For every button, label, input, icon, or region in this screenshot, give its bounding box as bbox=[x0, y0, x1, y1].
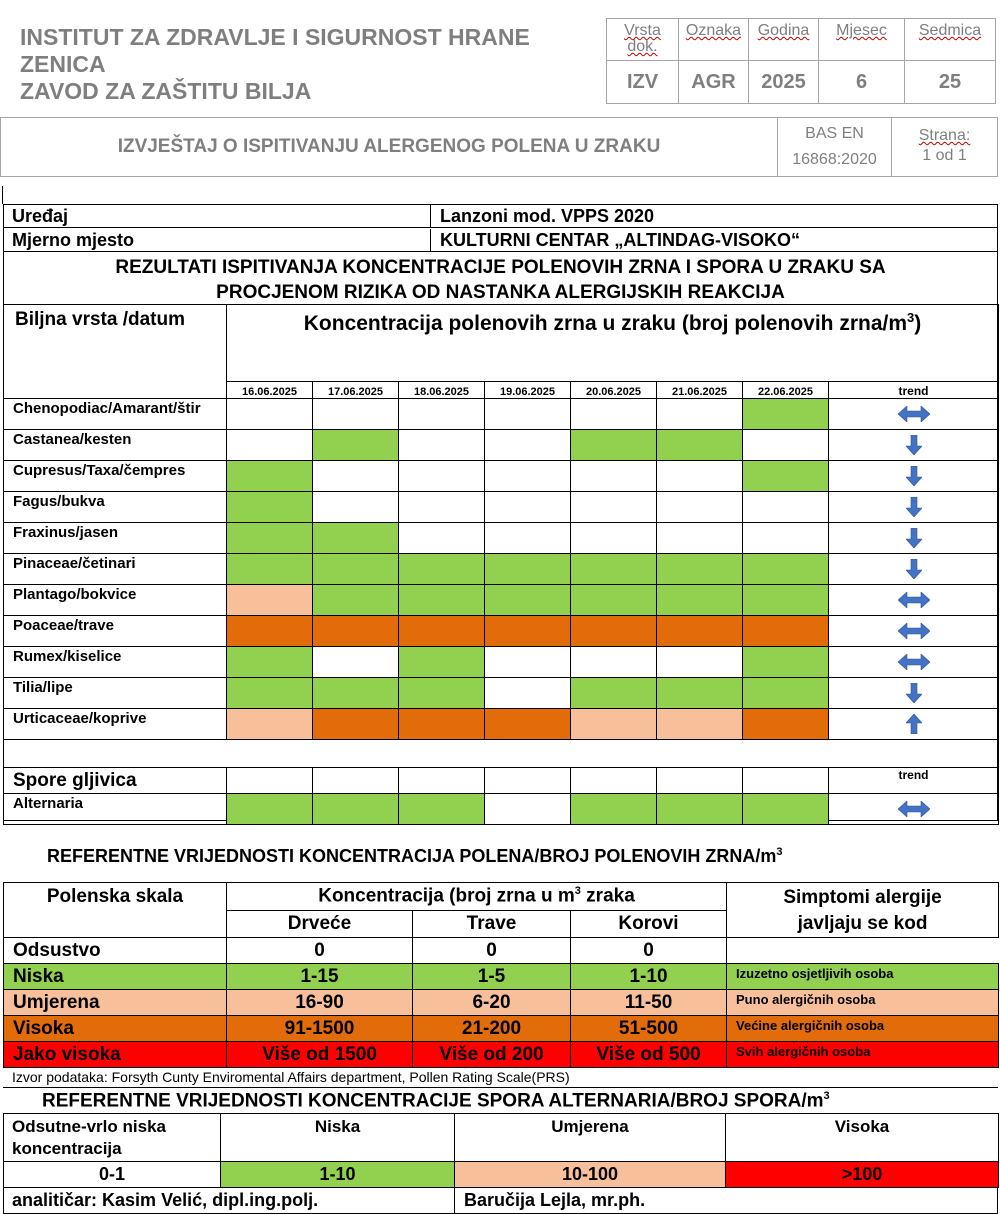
symptoms-header: Simptomi alergije javljaju se kod bbox=[727, 883, 999, 938]
species-name: Fraxinus/jasen bbox=[4, 523, 227, 554]
report-title: IZVJEŠTAJ O ISPITIVANJU ALERGENOG POLENA U ZRAKU bbox=[117, 136, 661, 157]
date-label: 18.06.2025 bbox=[399, 382, 485, 399]
concentration-cell bbox=[399, 430, 485, 461]
reference-title-text: REFERENTNE VRIJEDNOSTI KONCENTRACIJA POLENA/BROJ POLENOVIH ZRNA/m bbox=[47, 846, 777, 866]
concentration-header-end: ) bbox=[914, 312, 922, 335]
concentration-cell bbox=[485, 585, 571, 616]
concentration-cell bbox=[399, 709, 485, 740]
report-title-box bbox=[0, 117, 998, 177]
concentration-cell bbox=[485, 523, 571, 554]
reference-range: 1-5 bbox=[413, 964, 571, 990]
reference-range: 0 bbox=[571, 938, 727, 964]
doc-field-label: Vrsta dok. bbox=[607, 19, 679, 61]
reference-row bbox=[4, 990, 999, 1016]
reference-range: Više od 1500 bbox=[227, 1042, 413, 1068]
concentration-cell bbox=[571, 647, 657, 678]
concentration-header-sup: 3 bbox=[907, 310, 915, 325]
date-label: 20.06.2025 bbox=[571, 382, 657, 399]
trend-cell bbox=[829, 616, 999, 647]
concentration-cell bbox=[227, 616, 313, 647]
concentration-cell bbox=[571, 709, 657, 740]
spore-row bbox=[4, 794, 999, 825]
trend-header: trend bbox=[829, 382, 999, 399]
concentration-cell bbox=[399, 399, 485, 430]
concentration-cell bbox=[657, 523, 743, 554]
reference-range: 16-90 bbox=[227, 990, 413, 1016]
concentration-cell bbox=[743, 554, 829, 585]
spore-reference-title bbox=[42, 1090, 830, 1112]
doc-field-label: Mjesec bbox=[819, 19, 905, 61]
species-name: Fagus/bukva bbox=[4, 492, 227, 523]
conc-header-text: Koncentracija (broj zrna u m bbox=[318, 885, 575, 907]
pollen-grid bbox=[3, 304, 999, 825]
doc-field bbox=[749, 19, 819, 103]
concentration-cell bbox=[485, 709, 571, 740]
reference-range: 1-10 bbox=[571, 964, 727, 990]
standard-line-1: BAS EN bbox=[805, 125, 864, 142]
location-label: Mjerno mjesto bbox=[12, 230, 135, 250]
doc-field-label: Sedmica bbox=[905, 19, 995, 61]
concentration-cell bbox=[571, 554, 657, 585]
concentration-header bbox=[227, 305, 999, 382]
reference-range: Više od 500 bbox=[571, 1042, 727, 1068]
concentration-cell bbox=[485, 616, 571, 647]
results-title-line-1: REZULTATI ISPITIVANJA KONCENTRACIJE POLENOVIH ZRNA I SPORA U ZRAKU SA bbox=[115, 257, 886, 278]
trend-cell bbox=[829, 678, 999, 709]
species-name: Poaceae/trave bbox=[4, 616, 227, 647]
plant-row bbox=[4, 647, 999, 678]
device-value: Lanzoni mod. VPPS 2020 bbox=[440, 206, 655, 226]
concentration-cell bbox=[399, 554, 485, 585]
doc-code-box bbox=[606, 18, 996, 104]
concentration-cell bbox=[743, 492, 829, 523]
doc-field bbox=[905, 19, 995, 103]
reference-row bbox=[4, 1016, 999, 1042]
species-name: Alternaria bbox=[4, 794, 227, 825]
concentration-header-text: Koncentracija polenovih zrna u zraku (broj polenovih zrna/m bbox=[303, 312, 908, 335]
reference-row bbox=[4, 964, 999, 990]
species-name: Castanea/kesten bbox=[4, 430, 227, 461]
doc-field-label: Godina bbox=[749, 19, 819, 61]
concentration-cell bbox=[657, 492, 743, 523]
concentration-cell bbox=[571, 616, 657, 647]
empty-cell bbox=[313, 768, 399, 794]
doc-field-label: Oznaka bbox=[679, 19, 749, 61]
empty-cell bbox=[227, 768, 313, 794]
results-table bbox=[3, 204, 998, 821]
trend-cell bbox=[829, 647, 999, 678]
concentration-cell bbox=[399, 616, 485, 647]
stable-icon bbox=[898, 592, 930, 608]
concentration-cell bbox=[743, 709, 829, 740]
reference-column-header: Trave bbox=[413, 911, 571, 938]
spore-reference-table bbox=[3, 1113, 999, 1188]
concentration-cell bbox=[743, 616, 829, 647]
reference-column-header: Korovi bbox=[571, 911, 727, 938]
concentration-cell bbox=[657, 585, 743, 616]
plant-row bbox=[4, 585, 999, 616]
species-name: Chenopodiac/Amarant/štir bbox=[4, 399, 227, 430]
up-arrow-icon bbox=[906, 714, 922, 734]
concentration-cell bbox=[485, 678, 571, 709]
concentration-cell bbox=[399, 492, 485, 523]
divider bbox=[3, 1087, 998, 1088]
device-row bbox=[4, 205, 997, 228]
concentration-cell bbox=[743, 585, 829, 616]
reference-level: Umjerena bbox=[4, 990, 227, 1016]
spores-header-row bbox=[4, 768, 999, 794]
spore-reference-title-text: REFERENTNE VRIJEDNOSTI KONCENTRACIJE SPORA ALTERNARIA/BROJ SPORA/m bbox=[42, 1090, 824, 1112]
concentration-cell bbox=[657, 461, 743, 492]
plant-row bbox=[4, 399, 999, 430]
concentration-cell bbox=[571, 794, 657, 825]
concentration-cell bbox=[571, 585, 657, 616]
concentration-cell bbox=[227, 554, 313, 585]
spore-reference-header: Niska bbox=[221, 1114, 455, 1162]
concentration-cell bbox=[657, 399, 743, 430]
divider bbox=[430, 205, 431, 228]
device-label: Uređaj bbox=[12, 206, 69, 226]
doc-field-value: 25 bbox=[938, 70, 962, 93]
standard-box bbox=[777, 118, 892, 176]
trend-cell bbox=[829, 492, 999, 523]
concentration-cell bbox=[227, 492, 313, 523]
down-arrow-icon bbox=[906, 683, 922, 703]
concentration-cell bbox=[313, 399, 399, 430]
empty-cell bbox=[571, 768, 657, 794]
concentration-cell bbox=[657, 554, 743, 585]
concentration-cell bbox=[227, 678, 313, 709]
concentration-cell bbox=[313, 647, 399, 678]
institute-name bbox=[20, 24, 530, 105]
spore-reference-header: Odsutne-vrlo niska koncentracija bbox=[4, 1114, 221, 1162]
concentration-cell bbox=[313, 616, 399, 647]
reference-range: 1-15 bbox=[227, 964, 413, 990]
concentration-cell bbox=[399, 461, 485, 492]
divider bbox=[2, 186, 3, 204]
results-title-line-2: PROCJENOM RIZIKA OD NASTANKA ALERGIJSKIH REAKCIJA bbox=[216, 282, 785, 303]
trend-cell bbox=[829, 430, 999, 461]
concentration-cell bbox=[399, 523, 485, 554]
trend-cell bbox=[829, 794, 999, 825]
concentration-cell bbox=[571, 492, 657, 523]
concentration-cell bbox=[227, 523, 313, 554]
concentration-cell bbox=[743, 794, 829, 825]
species-name: Urticaceae/koprive bbox=[4, 709, 227, 740]
reference-symptoms: Većine alergičnih osoba bbox=[727, 1016, 999, 1042]
concentration-cell bbox=[313, 461, 399, 492]
blank-row bbox=[4, 740, 999, 768]
pollen-reference-table bbox=[3, 882, 999, 1068]
trend-cell bbox=[829, 554, 999, 585]
concentration-cell bbox=[743, 678, 829, 709]
page-label: Strana: bbox=[918, 127, 971, 144]
species-name: Cupresus/Taxa/čempres bbox=[4, 461, 227, 492]
doc-field-value: IZV bbox=[607, 61, 679, 103]
plant-row bbox=[4, 616, 999, 647]
concentration-cell bbox=[485, 492, 571, 523]
reference-level: Visoka bbox=[4, 1016, 227, 1042]
plant-row bbox=[4, 523, 999, 554]
concentration-cell bbox=[485, 554, 571, 585]
page-value: 1 od 1 bbox=[922, 147, 967, 164]
trend-cell bbox=[829, 399, 999, 430]
spore-reference-value: 1-10 bbox=[221, 1162, 455, 1188]
species-name: Plantago/bokvice bbox=[4, 585, 227, 616]
concentration-cell bbox=[399, 585, 485, 616]
down-arrow-icon bbox=[906, 559, 922, 579]
institute-line-3: ZAVOD ZA ZAŠTITU BILJA bbox=[20, 78, 312, 104]
concentration-cell bbox=[657, 678, 743, 709]
concentration-cell bbox=[485, 399, 571, 430]
reference-title-sup: 3 bbox=[776, 846, 783, 858]
reference-level: Niska bbox=[4, 964, 227, 990]
doc-field-value: 6 bbox=[819, 61, 905, 103]
concentration-cell bbox=[227, 794, 313, 825]
concentration-cell bbox=[313, 585, 399, 616]
doc-field bbox=[679, 19, 749, 103]
plant-row bbox=[4, 709, 999, 740]
results-title bbox=[4, 255, 997, 305]
conc-header bbox=[227, 883, 727, 911]
divider bbox=[454, 1188, 455, 1214]
concentration-cell bbox=[313, 554, 399, 585]
doc-field-value: AGR bbox=[679, 61, 749, 103]
reference-symptoms: Izuzetno osjetljivih osoba bbox=[727, 964, 999, 990]
trend-cell bbox=[829, 585, 999, 616]
page-box bbox=[892, 118, 997, 176]
location-row bbox=[4, 229, 997, 252]
concentration-cell bbox=[227, 461, 313, 492]
reference-symptoms: Puno alergičnih osoba bbox=[727, 990, 999, 1016]
species-name: Tilia/lipe bbox=[4, 678, 227, 709]
reference-range: 21-200 bbox=[413, 1016, 571, 1042]
date-label: 17.06.2025 bbox=[313, 382, 399, 399]
blank-cell bbox=[4, 740, 999, 768]
spore-reference-header: Umjerena bbox=[455, 1114, 726, 1162]
doc-field bbox=[607, 19, 679, 103]
divider bbox=[430, 229, 431, 252]
concentration-cell bbox=[657, 709, 743, 740]
doc-field bbox=[819, 19, 905, 103]
date-label: 22.06.2025 bbox=[743, 382, 829, 399]
concentration-cell bbox=[571, 430, 657, 461]
reference-range: 0 bbox=[227, 938, 413, 964]
date-label: 16.06.2025 bbox=[227, 382, 313, 399]
concentration-cell bbox=[743, 461, 829, 492]
conc-header-sup: 3 bbox=[574, 885, 581, 898]
plant-row bbox=[4, 492, 999, 523]
concentration-cell bbox=[227, 399, 313, 430]
concentration-cell bbox=[743, 523, 829, 554]
empty-cell bbox=[399, 768, 485, 794]
second-analyst-name: Baručija Lejla, mr.ph. bbox=[464, 1190, 646, 1210]
species-name: Rumex/kiselice bbox=[4, 647, 227, 678]
analyst-name: analitičar: Kasim Velić, dipl.ing.polj. bbox=[12, 1190, 319, 1210]
plant-row bbox=[4, 461, 999, 492]
date-label: 19.06.2025 bbox=[485, 382, 571, 399]
concentration-cell bbox=[657, 430, 743, 461]
spore-reference-header: Visoka bbox=[726, 1114, 999, 1162]
concentration-cell bbox=[313, 794, 399, 825]
spore-reference-title-sup: 3 bbox=[823, 1090, 830, 1102]
down-arrow-icon bbox=[906, 435, 922, 455]
grid-header-row bbox=[4, 305, 999, 382]
trend-cell bbox=[829, 709, 999, 740]
reference-range: 0 bbox=[413, 938, 571, 964]
species-header: Biljna vrsta /datum bbox=[4, 305, 227, 399]
down-arrow-icon bbox=[906, 497, 922, 517]
concentration-cell bbox=[571, 523, 657, 554]
concentration-cell bbox=[313, 523, 399, 554]
concentration-cell bbox=[227, 647, 313, 678]
concentration-cell bbox=[227, 585, 313, 616]
reference-range: 51-500 bbox=[571, 1016, 727, 1042]
down-arrow-icon bbox=[906, 466, 922, 486]
location-value: KULTURNI CENTAR „ALTINDAG-VISOKO“ bbox=[440, 230, 800, 250]
spore-reference-value: 10-100 bbox=[455, 1162, 726, 1188]
concentration-cell bbox=[485, 647, 571, 678]
concentration-cell bbox=[657, 616, 743, 647]
reference-range: 11-50 bbox=[571, 990, 727, 1016]
concentration-cell bbox=[399, 678, 485, 709]
empty-cell bbox=[485, 768, 571, 794]
plant-row bbox=[4, 678, 999, 709]
down-arrow-icon bbox=[906, 528, 922, 548]
source-note: Izvor podataka: Forsyth Cunty Enviromental Affairs department, Pollen Rating Scale(PRS) bbox=[12, 1069, 570, 1085]
reference-symptoms: Svih alergičnih osoba bbox=[727, 1042, 999, 1068]
reference-column-header: Drveće bbox=[227, 911, 413, 938]
concentration-cell bbox=[657, 647, 743, 678]
concentration-cell bbox=[571, 678, 657, 709]
concentration-cell bbox=[227, 430, 313, 461]
concentration-cell bbox=[571, 399, 657, 430]
reference-range: 91-1500 bbox=[227, 1016, 413, 1042]
plant-row bbox=[4, 554, 999, 585]
spores-trend-header: trend bbox=[829, 768, 999, 794]
institute-line-2: ZENICA bbox=[20, 51, 106, 77]
reference-title bbox=[47, 846, 783, 867]
concentration-cell bbox=[313, 492, 399, 523]
concentration-cell bbox=[399, 647, 485, 678]
concentration-cell bbox=[657, 794, 743, 825]
concentration-cell bbox=[743, 399, 829, 430]
doc-field-value: 2025 bbox=[749, 61, 819, 103]
stable-icon bbox=[898, 406, 930, 422]
empty-cell bbox=[657, 768, 743, 794]
plant-row bbox=[4, 430, 999, 461]
concentration-cell bbox=[485, 461, 571, 492]
scale-header: Polenska skala bbox=[4, 883, 227, 938]
reference-range: Više od 200 bbox=[413, 1042, 571, 1068]
spore-reference-value: 0-1 bbox=[4, 1162, 221, 1188]
trend-cell bbox=[829, 461, 999, 492]
concentration-cell bbox=[743, 430, 829, 461]
concentration-cell bbox=[313, 430, 399, 461]
concentration-cell bbox=[485, 430, 571, 461]
reference-level: Jako visoka bbox=[4, 1042, 227, 1068]
stable-icon bbox=[898, 654, 930, 670]
date-label: 21.06.2025 bbox=[657, 382, 743, 399]
concentration-cell bbox=[743, 647, 829, 678]
concentration-cell bbox=[227, 709, 313, 740]
reference-row bbox=[4, 1042, 999, 1068]
conc-header-end: zraka bbox=[580, 885, 635, 907]
empty-cell bbox=[743, 768, 829, 794]
standard-line-2: 16868:2020 bbox=[792, 151, 877, 168]
spore-reference-value: >100 bbox=[726, 1162, 999, 1188]
stable-icon bbox=[898, 623, 930, 639]
reference-level: Odsustvo bbox=[4, 938, 227, 964]
concentration-cell bbox=[485, 794, 571, 825]
reference-range: 6-20 bbox=[413, 990, 571, 1016]
institute-line-1: INSTITUT ZA ZDRAVLJE I SIGURNOST HRANE bbox=[20, 24, 530, 50]
concentration-cell bbox=[313, 709, 399, 740]
reference-row bbox=[4, 938, 999, 964]
trend-cell bbox=[829, 523, 999, 554]
spores-header: Spore gljivica bbox=[4, 768, 227, 794]
concentration-cell bbox=[313, 678, 399, 709]
stable-icon bbox=[898, 801, 930, 817]
concentration-cell bbox=[399, 794, 485, 825]
species-name: Pinaceae/četinari bbox=[4, 554, 227, 585]
footer-row bbox=[3, 1188, 998, 1214]
concentration-cell bbox=[571, 461, 657, 492]
